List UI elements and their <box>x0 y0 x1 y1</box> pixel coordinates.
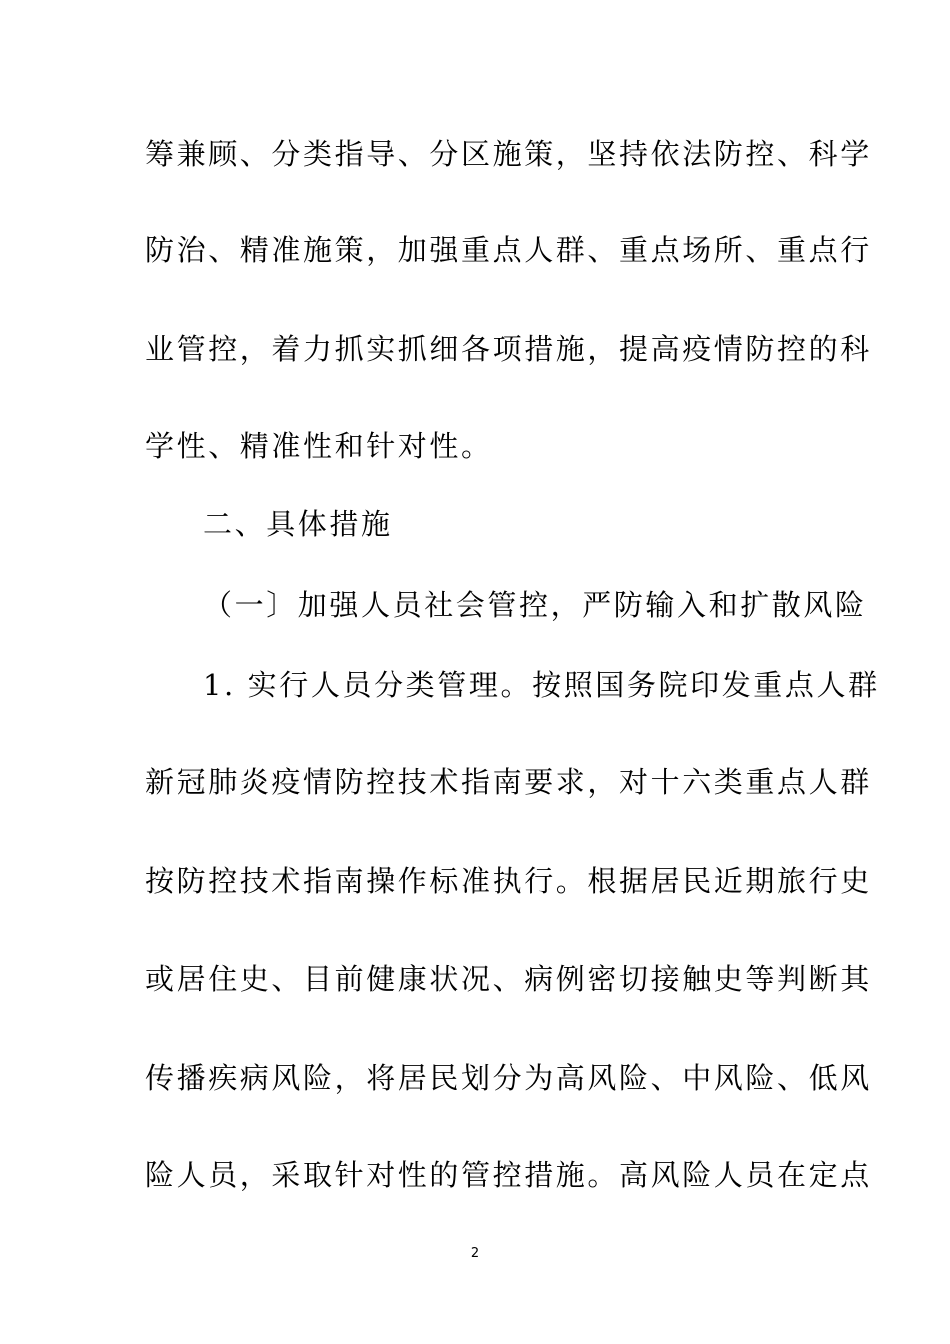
body-text-line-1: 筹兼顾、分类指导、分区施策，坚持依法防控、科学 <box>145 137 872 171</box>
body-text-line-2: 防治、精准施策，加强重点人群、重点场所、重点行 <box>145 233 872 267</box>
paragraph-start-line: 1. 实行人员分类管理。按照国务院印发重点人群 <box>203 668 880 702</box>
body-text-line-3: 业管控，着力抓实抓细各项措施，提高疫情防控的科 <box>145 332 872 366</box>
section-heading: 二、具体措施 <box>203 507 393 541</box>
body-text-line-9: 按防控技术指南操作标准执行。根据居民近期旅行史 <box>145 864 872 898</box>
page-number: 2 <box>470 1246 480 1261</box>
body-text-line-12: 险人员，采取针对性的管控措施。高风险人员在定点 <box>145 1158 872 1192</box>
body-text-line-8: 新冠肺炎疫情防控技术指南要求，对十六类重点人群 <box>145 765 872 799</box>
body-text-line-11: 传播疾病风险，将居民划分为高风险、中风险、低风 <box>145 1061 872 1095</box>
subsection-heading: （一〕加强人员社会管控，严防输入和扩散风险 <box>203 588 867 622</box>
body-text-line-4: 学性、精准性和针对性。 <box>145 429 493 463</box>
body-text-line-10: 或居住史、目前健康状况、病例密切接触史等判断其 <box>145 962 872 996</box>
